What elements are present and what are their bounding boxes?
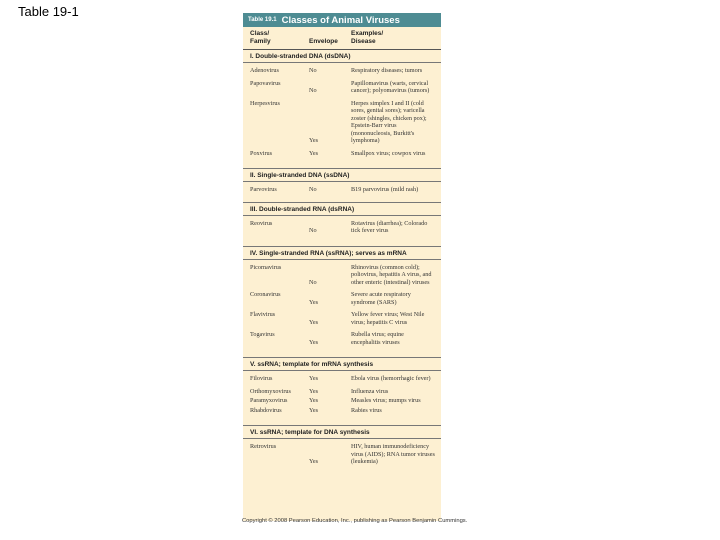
examples-cell: Smallpox virus; cowpox virus xyxy=(351,149,426,157)
examples-cell: Rabies virus xyxy=(351,406,382,414)
envelope-cell: Yes xyxy=(309,298,319,306)
table-row xyxy=(243,310,441,327)
table-row xyxy=(243,185,441,195)
column-header-envelope: Envelope xyxy=(309,38,338,45)
section-title: IV. Single-stranded RNA (ssRNA); serves as mRNA xyxy=(243,247,441,260)
envelope-cell: Yes xyxy=(309,406,319,414)
copyright-notice: Copyright © 2008 Pearson Education, Inc., publishing as Pearson Benjamin Cummings. xyxy=(242,518,468,524)
family-cell: Reovirus xyxy=(250,219,273,227)
envelope-cell: Yes xyxy=(309,397,319,404)
examples-cell: HIV, human immunodeficiency virus (AIDS); RNA tumor viruses (leukemia) xyxy=(351,443,435,465)
family-cell: Flavivirus xyxy=(250,311,276,318)
envelope-cell: No xyxy=(309,67,317,74)
family-cell: Orthomyxovirus xyxy=(250,387,291,395)
table-row xyxy=(243,263,441,288)
examples-cell: Papillomavirus (warts, cervical cancer); polyomavirus (tumors) xyxy=(351,79,430,94)
column-header-class: Class/ Family xyxy=(250,30,271,45)
section-title: VI. ssRNA; template for DNA synthesis xyxy=(243,426,441,439)
section-title: V. ssRNA; template for mRNA synthesis xyxy=(243,358,441,371)
envelope-cell: No xyxy=(309,278,317,286)
family-cell: Poxvirus xyxy=(250,149,273,157)
table-caption: Classes of Animal Viruses xyxy=(281,14,400,26)
table-row xyxy=(243,406,441,416)
examples-cell: Measles virus; mumps virus xyxy=(351,397,421,404)
examples-cell: B19 parvovirus (mild rash) xyxy=(351,186,419,193)
table-row xyxy=(243,149,441,159)
table-row xyxy=(243,66,441,76)
table-row xyxy=(243,99,441,146)
section-title: II. Single-stranded DNA (ssDNA) xyxy=(243,169,441,182)
table-header xyxy=(243,13,441,27)
table-number: Table 19.1 xyxy=(248,17,277,23)
examples-cell: Herpes simplex I and II (cold sores, genital sores); varicella zoster (shingles, chicken pox); Epstein-Barr virus (mononucleosis, Burkitt's lymphoma) xyxy=(351,99,427,144)
section-title: I. Double-stranded DNA (dsDNA) xyxy=(243,50,441,63)
examples-cell: Rubella virus; equine encephalitis viruses xyxy=(351,331,404,346)
table-row xyxy=(243,290,441,307)
family-cell: Herpesvirus xyxy=(250,99,280,107)
table-row xyxy=(243,442,441,467)
family-cell: Papovavirus xyxy=(250,79,281,87)
envelope-cell: No xyxy=(309,186,317,193)
examples-cell: Severe acute respiratory syndrome (SARS) xyxy=(351,291,411,306)
table-row xyxy=(243,219,441,236)
examples-cell: Ebola virus (hemorrhagic fever) xyxy=(351,375,431,382)
virus-classes-table xyxy=(243,13,441,521)
envelope-cell: Yes xyxy=(309,318,319,326)
family-cell: Togavirus xyxy=(250,331,275,338)
examples-cell: Influenza virus xyxy=(351,387,389,395)
family-cell: Retrovirus xyxy=(250,443,277,450)
column-headers xyxy=(243,27,441,50)
table-row xyxy=(243,396,441,406)
family-cell: Rhabdovirus xyxy=(250,406,282,414)
family-cell: Filovirus xyxy=(250,375,273,382)
table-row xyxy=(243,387,441,397)
envelope-cell: Yes xyxy=(309,149,319,157)
examples-cell: Rotavirus (diarrhea); Colorado tick fever virus xyxy=(351,219,428,234)
examples-cell: Yellow fever virus; West Nile virus; hepatitis C virus xyxy=(351,311,425,326)
table-row xyxy=(243,330,441,347)
column-header-examples: Examples/ Disease xyxy=(351,30,384,45)
family-cell: Paramyxovirus xyxy=(250,397,288,404)
table-row xyxy=(243,374,441,384)
family-cell: Picornavirus xyxy=(250,263,282,271)
envelope-cell: No xyxy=(309,87,317,94)
envelope-cell: Yes xyxy=(309,137,319,144)
table-row xyxy=(243,79,441,96)
envelope-cell: Yes xyxy=(309,338,319,346)
envelope-cell: No xyxy=(309,227,317,234)
section-title: III. Double-stranded RNA (dsRNA) xyxy=(243,203,441,216)
family-cell: Coronavirus xyxy=(250,291,281,298)
envelope-cell: Yes xyxy=(309,458,319,465)
envelope-cell: Yes xyxy=(309,375,319,382)
slide-title: Table 19-1 xyxy=(18,4,79,19)
envelope-cell: Yes xyxy=(309,387,319,395)
family-cell: Adenovirus xyxy=(250,67,279,74)
examples-cell: Respiratory diseases; tumors xyxy=(351,67,423,74)
examples-cell: Rhinovirus (common cold); poliovirus, hepatitis A virus, and other enteric (intestinal) viruses xyxy=(351,263,432,286)
family-cell: Parvovirus xyxy=(250,186,277,193)
